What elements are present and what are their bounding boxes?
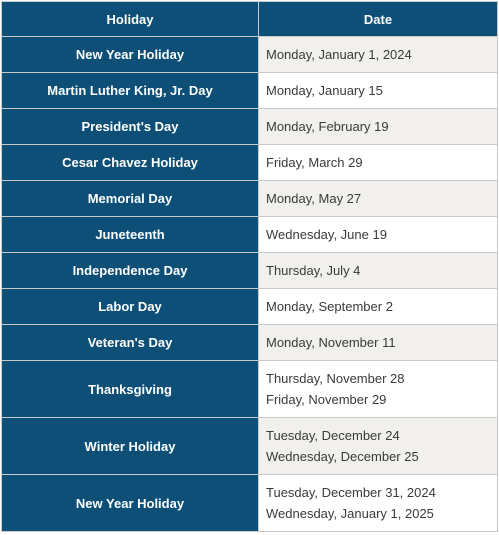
holiday-date-cell xyxy=(259,289,498,325)
holiday-name-cell: Juneteenth xyxy=(2,217,259,253)
table-header-row xyxy=(2,2,498,37)
holiday-date-cell xyxy=(259,253,498,289)
table-row xyxy=(2,217,498,253)
holiday-date-cell xyxy=(259,181,498,217)
holiday-date-cell xyxy=(259,109,498,145)
holiday-date-text: Monday, September 2 xyxy=(266,299,393,314)
holiday-date-text: Monday, November 11 xyxy=(266,335,396,350)
holiday-name-cell: New Year Holiday xyxy=(2,475,259,532)
table-row xyxy=(2,109,498,145)
holiday-date-cell xyxy=(259,217,498,253)
holiday-date-text: Monday, May 27 xyxy=(266,191,362,206)
holiday-date-text: Wednesday, December 25 xyxy=(266,449,419,464)
holiday-date-text: Monday, January 15 xyxy=(266,83,383,98)
holiday-date-text: Thursday, July 4 xyxy=(266,263,361,278)
holiday-date-cell xyxy=(259,418,498,475)
holiday-name-cell: New Year Holiday xyxy=(2,37,259,73)
holiday-date-text: Monday, February 19 xyxy=(266,119,389,134)
holiday-date-cell xyxy=(259,145,498,181)
table-row xyxy=(2,145,498,181)
holiday-name-cell: Independence Day xyxy=(2,253,259,289)
holiday-date-cell xyxy=(259,475,498,532)
holiday-name-cell: Veteran's Day xyxy=(2,325,259,361)
holiday-date-text: Thursday, November 28 xyxy=(266,371,405,386)
holiday-date-text: Wednesday, June 19 xyxy=(266,227,387,242)
holiday-name-cell: Thanksgiving xyxy=(2,361,259,418)
table-row xyxy=(2,289,498,325)
holiday-name-cell: President's Day xyxy=(2,109,259,145)
table-row xyxy=(2,475,498,532)
table-row xyxy=(2,37,498,73)
holiday-table-body xyxy=(2,37,498,532)
holiday-name-cell: Martin Luther King, Jr. Day xyxy=(2,73,259,109)
table-row xyxy=(2,325,498,361)
holiday-date-text: Friday, March 29 xyxy=(266,155,363,170)
holiday-date-text: Monday, January 1, 2024 xyxy=(266,47,412,62)
table-row xyxy=(2,253,498,289)
holiday-date-text: Wednesday, January 1, 2025 xyxy=(266,506,434,521)
date-column-header: Date xyxy=(259,2,498,37)
table-row xyxy=(2,181,498,217)
holiday-name-cell: Cesar Chavez Holiday xyxy=(2,145,259,181)
holiday-date-text: Friday, November 29 xyxy=(266,392,387,407)
holiday-date-text: Tuesday, December 31, 2024 xyxy=(266,485,436,500)
holiday-date-cell xyxy=(259,73,498,109)
holiday-date-cell xyxy=(259,325,498,361)
holiday-name-cell: Memorial Day xyxy=(2,181,259,217)
holiday-date-cell xyxy=(259,361,498,418)
table-row xyxy=(2,361,498,418)
holiday-date-cell xyxy=(259,37,498,73)
holiday-table xyxy=(1,1,498,532)
table-row xyxy=(2,418,498,475)
holiday-column-header: Holiday xyxy=(2,2,259,37)
holiday-name-cell: Winter Holiday xyxy=(2,418,259,475)
holiday-name-cell: Labor Day xyxy=(2,289,259,325)
holiday-date-text: Tuesday, December 24 xyxy=(266,428,400,443)
table-row xyxy=(2,73,498,109)
